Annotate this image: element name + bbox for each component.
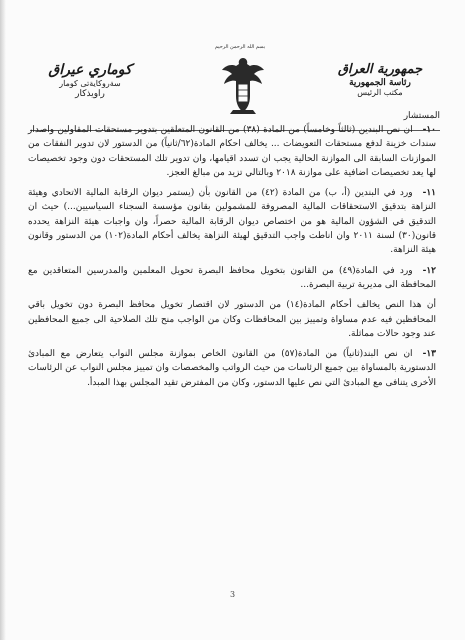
document-body <box>28 123 436 396</box>
letterhead <box>30 40 440 135</box>
item-text: ان نص البند(ثانياً) من المادة(٥٧) من القانون الخاص بموازنة مجلس النواب يتعارض مع المبادئ الدستورية بالمساواة بين جميع الرئاسات من حيث الرواتب والمخصصات وان تمييز مجلس النواب عن الرئاسات الأخرى يتنافى مع المبادئ التي نص عليها الدستور، وكان من المفترض تقيد المجلس بهذا المبدأ. <box>28 349 437 388</box>
kurdish-republic-name: كوماري عيراق <box>48 62 132 78</box>
letterhead-kurdish <box>30 62 150 99</box>
item-number: ١٣- <box>422 349 436 360</box>
kurdish-presidency-name: سةروكايةتى كومار <box>59 79 121 88</box>
opinion-paragraph: أن هذا النص يخالف أحكام المادة(١٤) من الدستور لان اقتصار تخويل محافظ البصرة دون تخويل باقي المحافظين فيه عدم مساواة وتمييز بين المحافظات وكان من الواجب منح تلك الصلاحية الى جميع المحافظين عند وجود حالات مماثلة. <box>28 300 436 339</box>
item-text: ورد في البندين (أ، ب) من المادة (٤٢) من القانون بأن (يستمر ديوان الرقابة المالية الاتحادي وهيئة النزاهة بتدقيق الاستحقاقات المالية المصروفة للمشمولين بقانون مؤسسة السجناء السياسيين...) حيث ان التدقيق في الشؤون المالية هو من اختصاص ديوان الرقابة المالية حصراً، وان واجبات هيئة النزاهة يحدده قانون(٣٠) لسنة ٢٠١١ وان اناطت واجب التدقيق لهيئة النزاهة يخالف أحكام المادة(١٠٢) من الدستور وقانون هيئة النزاهة. <box>28 188 437 256</box>
item-text: ورد في المادة(٤٩) من القانون بتخويل محافظ البصرة تحويل المعلمين والمدرسين المتعاقدين مع المحافظة الى مديرية تربية البصرة... <box>28 265 436 290</box>
advisor-title: المستشار <box>403 111 440 121</box>
republic-name: جمهورية العراق <box>337 62 423 77</box>
scan-edge <box>0 0 6 640</box>
list-item <box>28 123 436 180</box>
list-item <box>28 347 436 390</box>
item-number: ١٢- <box>422 265 436 276</box>
item-number: ١١- <box>422 188 437 199</box>
kurdish-advisor-title: راويذكار <box>75 89 105 99</box>
presidency-name: رئاسة الجمهورية <box>349 78 411 88</box>
emblem-caption: بسم الله الرحمن الرحيم <box>214 44 266 50</box>
eagle-emblem-icon <box>220 52 266 118</box>
letterhead-arabic <box>320 62 440 121</box>
page-number: 3 <box>229 590 236 599</box>
list-item <box>28 264 436 293</box>
office-name: مكتب الرئيس <box>357 88 403 97</box>
item-text: ان نص البندين (ثالثاً وخامساً) من المادة (٣٨) من القانون المتعلقين بتدوير مستحقات المقاولين واصدار سندات خزينة لدفع مستحقات التعويضات ... يخالف احكام المادة(٦٢/ثانياً) من الدستور لان تدوير النفقات من الموازنات السابقة الى الموازنة الحالية يجب ان تسدد اقيامها، وان تدوير تلك المستحقات دون وجود تخصيصات لها يعد تخصيصات اضافية على موازنة ٢٠١٨ وبالتالي تزيد من مبالغ العجز. <box>28 125 436 178</box>
list-item <box>28 186 436 257</box>
item-number: ١٠- <box>422 125 436 135</box>
